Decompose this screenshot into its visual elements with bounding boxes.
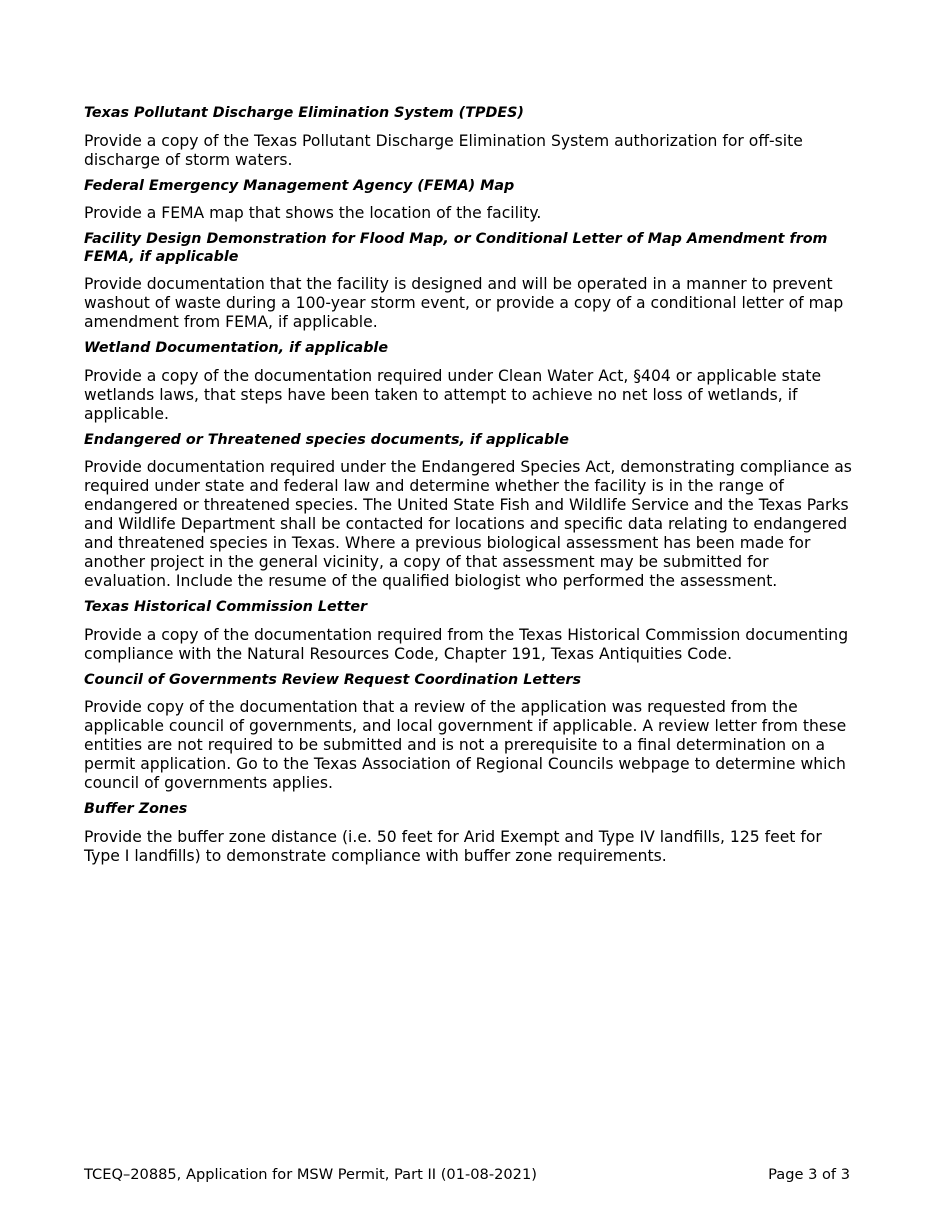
document-page	[84, 105, 854, 874]
section-heading: Endangered or Threatened species documents, if applicable	[84, 431, 569, 448]
section-heading: Federal Emergency Management Agency (FEMA) Map	[84, 177, 515, 194]
section-body: Provide a FEMA map that shows the location of the facility.	[84, 204, 542, 222]
section-body: Provide a copy of the documentation required from the Texas Historical Commission documenting compliance with the Natural Resources Code, Chapter 191, Texas Antiquities Code.	[84, 625, 849, 663]
footer-page-number: Page 3 of 3	[768, 1166, 850, 1183]
section-heading: Buffer Zones	[84, 801, 188, 817]
section-endangered-species	[84, 432, 854, 592]
section-heading: Wetland Documentation, if applicable	[84, 340, 389, 356]
section-body: Provide documentation that the facility is designed and will be operated in a manner to prevent washout of waste during a 100-year storm event, or provide a copy of a conditional letter of map amendment from FEMA, if applicable.	[84, 275, 844, 331]
section-historical-commission	[84, 599, 854, 664]
section-heading: Council of Governments Review Request Coordination Letters	[84, 671, 581, 688]
section-buffer-zones	[84, 801, 854, 866]
page-footer	[84, 1165, 850, 1184]
section-heading: Texas Pollutant Discharge Elimination System (TPDES)	[84, 105, 524, 121]
section-flood-map	[84, 231, 854, 332]
section-council-of-governments	[84, 672, 854, 794]
section-fema-map	[84, 178, 854, 224]
section-body: Provide a copy of the Texas Pollutant Discharge Elimination System authorization for off-site discharge of storm waters.	[84, 131, 803, 169]
section-body: Provide a copy of the documentation required under Clean Water Act, §404 or applicable state wetlands laws, that steps have been taken to attempt to achieve no net loss of wetlands, if applicable.	[84, 366, 822, 423]
footer-form-id: TCEQ–20885, Application for MSW Permit, Part II (01-08-2021)	[84, 1166, 537, 1183]
section-body: Provide documentation required under the Endangered Species Act, demonstrating compliance as required under state and federal law and determine whether the facility is in the range of endangered or threatened species. The United State Fish and Wildlife Service and the Texas Parks and Wildlife Department shall be contacted for locations and specific data relating to endangered and threatened species in Texas. Where a previous biological assessment has been made for another project in the general vicinity, a copy of that assessment may be submitted for evaluation. Include the resume of the qualified biologist who performed the assessment.	[84, 458, 852, 590]
section-wetland	[84, 340, 854, 424]
section-body: Provide copy of the documentation that a review of the application was requested from the applicable council of governments, and local government if applicable. A review letter from these entities are not required to be submitted and is not a prerequisite to a final determination on a permit application. Go to the Texas Association of Regional Councils webpage to determine which council of governments applies.	[84, 698, 847, 792]
section-heading: Texas Historical Commission Letter	[84, 599, 368, 615]
section-tpdes	[84, 105, 854, 170]
section-body: Provide the buffer zone distance (i.e. 50 feet for Arid Exempt and Type IV landfills, 125 feet for Type I landfills) to demonstrate compliance with buffer zone requirements.	[84, 827, 822, 865]
section-heading: Facility Design Demonstration for Flood Map, or Conditional Letter of Map Amendment from FEMA, if applicable	[84, 231, 828, 265]
